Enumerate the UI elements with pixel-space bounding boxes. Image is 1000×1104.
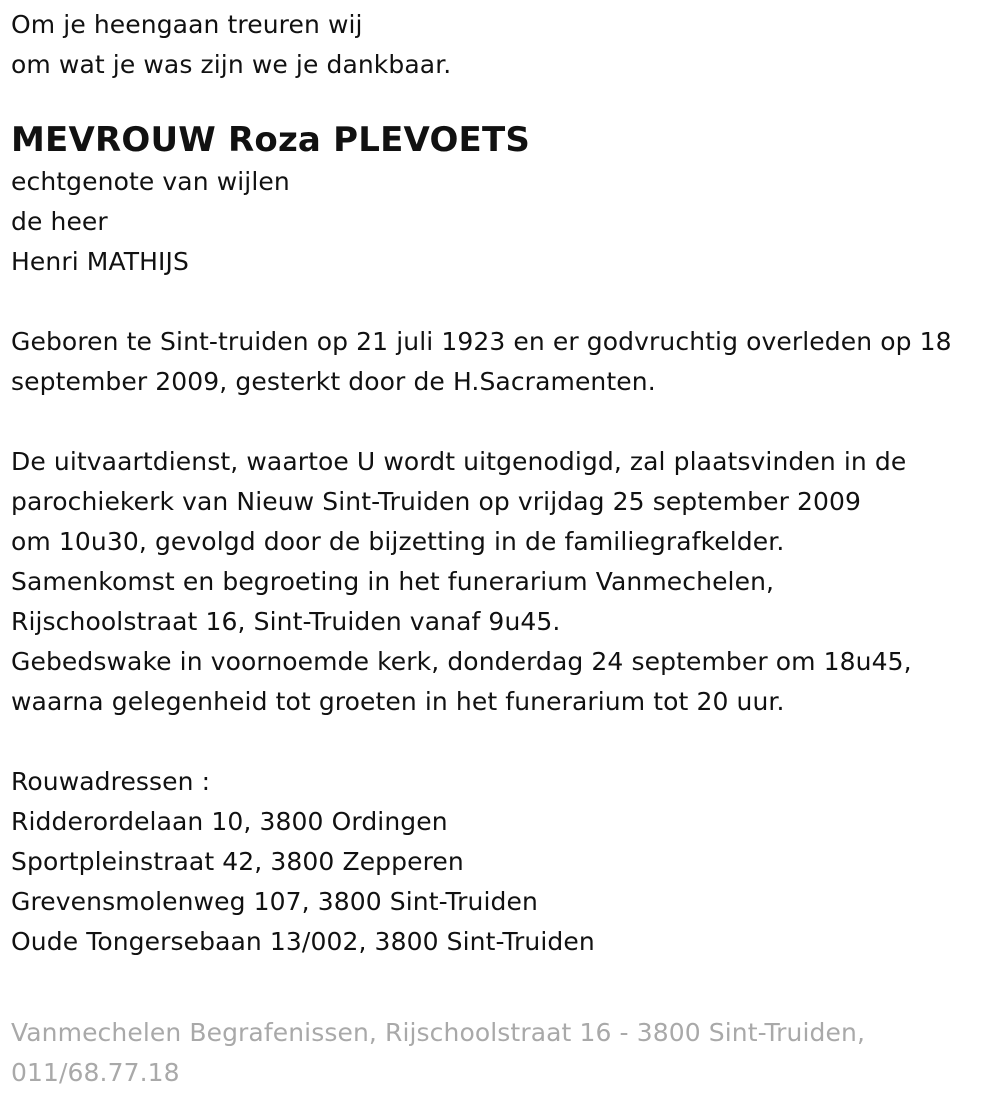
deceased-name: MEVROUW Roza PLEVOETS	[11, 120, 531, 160]
address-item: Grevensmolenweg 107, 3800 Sint-Truiden	[11, 887, 538, 916]
ceremony-line: Samenkomst en begroeting in het funerarium Vanmechelen,	[11, 567, 775, 596]
birth-death-line: september 2009, gesterkt door de H.Sacramenten.	[11, 367, 656, 396]
ceremony-paragraph	[11, 442, 996, 722]
spouse-line: Henri MATHIJS	[11, 247, 189, 276]
addresses-heading: Rouwadressen :	[11, 767, 211, 796]
memorial-verse	[11, 5, 996, 85]
address-item: Oude Tongersebaan 13/002, 3800 Sint-Truiden	[11, 927, 595, 956]
funeral-home-address: Vanmechelen Begrafenissen, Rijschoolstraat 16 - 3800 Sint-Truiden,	[11, 1018, 865, 1047]
ceremony-line: De uitvaartdienst, waartoe U wordt uitgenodigd, zal plaatsvinden in de	[11, 447, 907, 476]
ceremony-line: parochiekerk van Nieuw Sint-Truiden op vrijdag 25 september 2009	[11, 487, 862, 516]
obituary-notice	[11, 0, 996, 962]
address-item: Sportpleinstraat 42, 3800 Zepperen	[11, 847, 464, 876]
address-item: Ridderordelaan 10, 3800 Ordingen	[11, 807, 448, 836]
mourning-addresses	[11, 762, 996, 962]
funeral-home-phone: 011/68.77.18	[11, 1058, 180, 1087]
verse-line: Om je heengaan treuren wij	[11, 10, 363, 39]
ceremony-line: om 10u30, gevolgd door de bijzetting in de familiegrafkelder.	[11, 527, 785, 556]
spouse-line: de heer	[11, 207, 108, 236]
spouse-line: echtgenote van wijlen	[11, 167, 290, 196]
ceremony-line: Gebedswake in voornoemde kerk, donderdag 24 september om 18u45,	[11, 647, 912, 676]
verse-line: om wat je was zijn we je dankbaar.	[11, 50, 452, 79]
funeral-home-footer	[11, 1013, 996, 1093]
spouse-info	[11, 162, 996, 282]
ceremony-line: waarna gelegenheid tot groeten in het funerarium tot 20 uur.	[11, 687, 785, 716]
birth-death-paragraph	[11, 322, 996, 402]
ceremony-line: Rijschoolstraat 16, Sint-Truiden vanaf 9u45.	[11, 607, 561, 636]
birth-death-line: Geboren te Sint-truiden op 21 juli 1923 en er godvruchtig overleden op 18	[11, 327, 952, 356]
